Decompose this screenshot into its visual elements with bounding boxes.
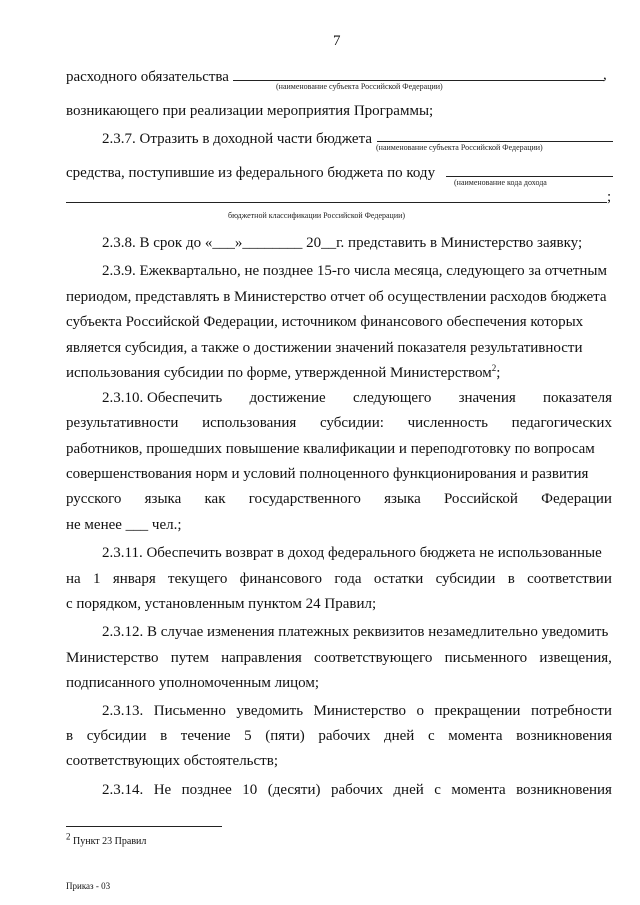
item-2-3-12-line-2 <box>66 649 612 667</box>
comma: , <box>603 67 607 83</box>
item-2-3-10-line-6: не менее ___ чел.; <box>66 517 182 533</box>
item-2-3-10-line-4: совершенствования норм и условий полноценного функционирования и развития <box>66 466 589 482</box>
word: численность <box>407 415 488 431</box>
word: года <box>334 571 362 587</box>
word: Письменно <box>153 703 226 719</box>
word: момента <box>451 782 506 798</box>
word: в <box>507 571 515 587</box>
subject-caption-2: (наименование субъекта Российской Федерации) <box>376 143 543 152</box>
word: результативности <box>66 415 179 431</box>
blank-code-line <box>446 176 613 177</box>
word: Министерство <box>313 703 407 719</box>
word: на <box>66 571 81 587</box>
program-line: возникающего при реализации мероприятия Программы; <box>66 103 434 119</box>
word: 2.3.13. <box>102 703 144 719</box>
item-2-3-12-line-3: подписанного уполномоченным лицом; <box>66 675 320 691</box>
item-2-3-10-line-2 <box>66 414 612 432</box>
word: в <box>66 728 74 744</box>
word: показателя <box>542 390 612 406</box>
word: позднее <box>181 782 232 798</box>
word: течение <box>180 728 231 744</box>
word: рабочих <box>330 782 383 798</box>
obligation-label: расходного обязательства <box>66 69 229 85</box>
word: потребности <box>530 703 612 719</box>
word: с <box>427 728 435 744</box>
item-2-3-10-line-3: работников, прошедших повышение квалификации и переподготовку по вопросам <box>66 441 595 457</box>
word: Министерство <box>66 650 159 666</box>
word: 5 <box>244 728 252 744</box>
footnote-ref: 2 <box>491 363 497 373</box>
federal-funds-line: средства, поступившие из федерального бюджета по коду <box>66 165 436 181</box>
word: извещения, <box>539 650 612 666</box>
word: субсидии: <box>319 415 384 431</box>
item-2-3-11-line-3: с порядком, установленным пунктом 24 Правил; <box>66 596 377 612</box>
word: возникновения <box>516 728 612 744</box>
word: значения <box>458 390 516 406</box>
word: педагогических <box>511 415 612 431</box>
classification-caption: бюджетной классификации Российской Федерации) <box>228 211 406 220</box>
blank-subject-line-2 <box>377 141 613 142</box>
word: момента <box>448 728 503 744</box>
word: в <box>160 728 168 744</box>
item-2-3-9-line-1: 2.3.9. Ежеквартально, не позднее 15-го числа месяца, следующего за отчетным <box>102 263 607 279</box>
item-2-3-9-line-4: является субсидия, а также о достижении значений показателя результативности <box>66 340 583 356</box>
item-2-3-14-line-1 <box>102 781 612 799</box>
item-2-3-8: 2.3.8. В срок до «___»________ 20__г. представить в Министерство заявку; <box>102 235 583 251</box>
item-2-3-13-line-2 <box>66 727 612 745</box>
word: государственного <box>248 491 361 507</box>
word: языка <box>384 491 421 507</box>
word: финансового <box>239 571 323 587</box>
item-2-3-9-line-3: субъекта Российской Федерации, источником финансового обеспечения которых <box>66 314 584 330</box>
word: о <box>416 703 425 719</box>
word: возникновения <box>516 782 612 798</box>
word: следующего <box>352 390 432 406</box>
word: субсидии <box>435 571 496 587</box>
word: языка <box>144 491 182 507</box>
word: Не <box>153 782 172 798</box>
word: с <box>434 782 441 798</box>
item-2-3-9-last-text: использования субсидии по форме, утвержденной Министерством <box>66 365 492 381</box>
word: дней <box>393 782 424 798</box>
page-number: 7 <box>333 33 341 49</box>
word: (десяти) <box>267 782 321 798</box>
word: дней <box>383 728 415 744</box>
word: января <box>112 571 156 587</box>
word: как <box>204 491 226 507</box>
word: направления <box>221 650 302 666</box>
word: Федерации <box>541 491 612 507</box>
semicolon: ; <box>607 189 612 205</box>
footnote-separator <box>66 826 222 827</box>
word: прекращении <box>434 703 521 719</box>
word: соответствующего <box>314 650 433 666</box>
subject-caption-1: (наименование субъекта Российской Федерации) <box>276 82 443 91</box>
item-2-3-11-line-1: 2.3.11. Обеспечить возврат в доход федерального бюджета не использованные <box>102 545 602 561</box>
order-footer: Приказ - 03 <box>66 881 111 891</box>
word: соответствии <box>527 571 612 587</box>
blank-classification-line <box>66 202 607 203</box>
word: 10 <box>242 782 258 798</box>
item-2-3-12-line-1: 2.3.12. В случае изменения платежных реквизитов незамедлительно уведомить <box>102 624 609 640</box>
footnote-text: Пункт 23 Правил <box>70 836 147 847</box>
word: 1 <box>93 571 101 587</box>
item-2-3-9-line-2: периодом, представлять в Министерство отчет об осуществлении расходов бюджета <box>66 289 607 305</box>
item-2-3-7: 2.3.7. Отразить в доходной части бюджета <box>102 131 372 147</box>
item-2-3-13-line-1 <box>102 702 612 720</box>
word: достижение <box>249 390 326 406</box>
blank-subject-line-1 <box>233 80 604 81</box>
word: (пяти) <box>265 728 305 744</box>
item-2-3-11-line-2 <box>66 570 612 588</box>
footnote-mark: 2 <box>66 831 71 842</box>
word: 2.3.14. <box>102 782 144 798</box>
word: рабочих <box>318 728 371 744</box>
item-2-3-9-end: ; <box>496 365 501 381</box>
word: Российской <box>443 491 518 507</box>
code-caption: (наименование кода дохода <box>454 178 547 187</box>
word: использования <box>202 415 297 431</box>
item-2-3-9-line-5 <box>66 364 500 382</box>
word: путем <box>170 650 209 666</box>
item-2-3-10-line-5 <box>66 490 612 508</box>
item-2-3-10-line-1 <box>102 389 612 407</box>
word: письменного <box>444 650 528 666</box>
word: 2.3.10. Обеспечить <box>102 390 223 406</box>
word: остатки <box>373 571 424 587</box>
footnote <box>66 831 147 848</box>
word: русского <box>66 491 122 507</box>
word: уведомить <box>236 703 304 719</box>
item-2-3-13-line-3: соответствующих обстоятельств; <box>66 753 278 769</box>
word: субсидии <box>86 728 147 744</box>
word: текущего <box>168 571 228 587</box>
